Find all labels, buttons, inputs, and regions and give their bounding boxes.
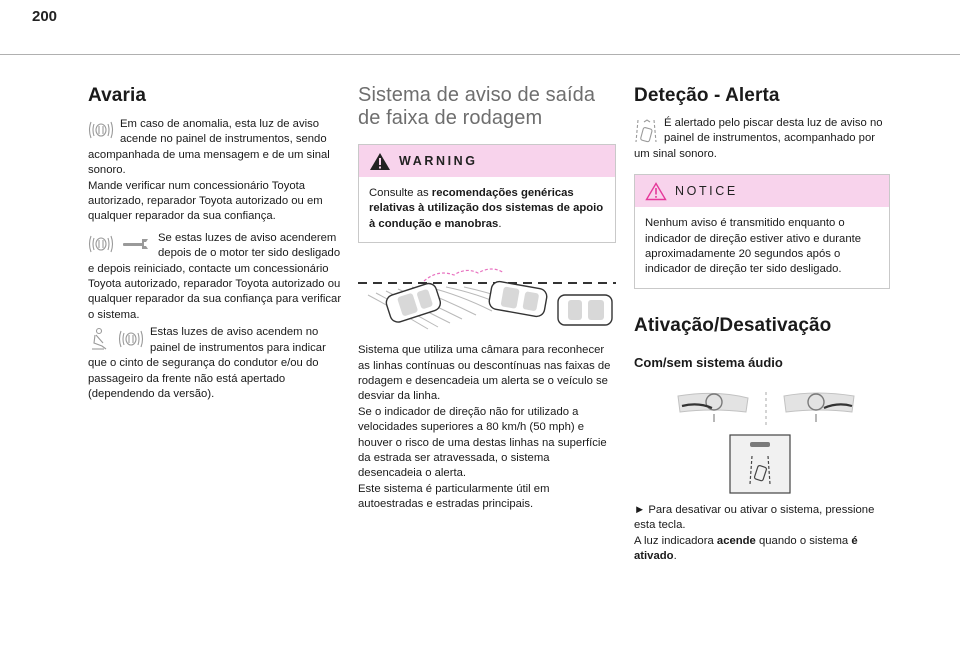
lane-warning-icon-wrap xyxy=(88,119,114,141)
detection-paragraph-1 xyxy=(634,116,890,162)
warning-triangle-icon xyxy=(369,152,391,171)
warning-box-body xyxy=(359,177,615,242)
avaria-paragraph-2: Mande verificar num concessionário Toyota autorizado, reparador Toyota autorizado ou em qualquer reparador da sua confiança. xyxy=(88,179,323,223)
seatbelt-icons-wrap xyxy=(88,327,144,351)
subtitle-audio-system: Com/sem sistema áudio xyxy=(634,354,783,370)
section-title-activation: Ativação/Desativação xyxy=(634,314,832,336)
lane-warning-paragraph-2: Se o indicador de direção não for utilizado a velocidades superiores a 80 km/h (50 mph) e houver o risco de uma destas linhas na superfície da estrada ser atravessada, o sistema desencadeia o alerta. xyxy=(358,405,607,480)
lane-departure-warning-icon xyxy=(88,233,114,255)
avaria-paragraph-4 xyxy=(88,325,343,402)
avaria-text-4: Estas luzes de aviso acendem no painel de instrumentos para indicar que o cinto de segurança do condutor e/ou do passageiro da frente não está apertado (dependendo da versão). xyxy=(88,326,326,400)
warning-box-header xyxy=(359,145,615,177)
notice-box xyxy=(634,174,890,289)
notice-box-header xyxy=(635,175,889,207)
activation-text-post: . xyxy=(673,550,677,563)
avaria-text-1: Em caso de anomalia, esta luz de aviso acende no painel de instrumentos, sendo acompanhada de uma mensagem e de um sinal sonoro. xyxy=(88,118,330,177)
notice-triangle-icon xyxy=(645,182,667,201)
activation-paragraph-2 xyxy=(634,534,890,565)
column-lane-warning xyxy=(358,80,616,513)
warning-text-pre: Consulte as xyxy=(369,187,432,199)
column-avaria xyxy=(88,80,343,402)
activation-text-mid: quando o sistema xyxy=(755,534,852,547)
avaria-text-3: Se estas luzes de aviso acenderem depois de o motor ter sido desligado e depois reiniciado, contacte um concessionário Toyota autorizado, reparador Toyota autorizado ou qualquer reparador da sua confiança para verificar o sistema. xyxy=(88,231,342,321)
warning-label: WARNING xyxy=(399,154,478,168)
lane-warning-paragraph-3: Este sistema é particularmente útil em autoestradas e estradas principais. xyxy=(358,482,550,511)
page-number: 200 xyxy=(32,8,58,25)
warning-box xyxy=(358,144,616,243)
activation-text-bold-1: acende xyxy=(716,534,756,547)
lane-departure-illustration xyxy=(358,265,616,335)
avaria-paragraph-3 xyxy=(88,231,343,323)
lane-alert-car-icon xyxy=(634,118,658,144)
column-detection xyxy=(634,80,890,564)
header-divider xyxy=(0,54,960,55)
activation-text-pre: A luz indicadora xyxy=(634,534,717,547)
wrench-icon xyxy=(120,233,152,255)
avaria-paragraph-1 xyxy=(88,117,343,179)
activation-text-bold-2: é ativado xyxy=(634,534,858,563)
lane-warning-button[interactable] xyxy=(729,434,791,494)
section-title-detection: Deteção - Alerta xyxy=(634,85,780,106)
section-title-lane-warning: Sistema de aviso de saída de faixa de rodagem xyxy=(358,84,596,129)
seatbelt-icon xyxy=(88,327,112,351)
warning-text-post: . xyxy=(498,217,502,230)
lane-departure-warning-icon xyxy=(88,119,114,141)
notice-label: NOTICE xyxy=(675,184,738,199)
section-title-avaria: Avaria xyxy=(88,85,146,106)
detection-text-1: É alertado pelo piscar desta luz de aviso no painel de instrumentos, acompanhado por um sinal sonoro. xyxy=(634,117,883,160)
notice-box-body: Nenhum aviso é transmitido enquanto o indicador de direção estiver ativo e durante aproximadamente 20 segundos após o indicador de direção ter sido desligado. xyxy=(645,217,862,276)
lane-alert-icon-wrap xyxy=(634,118,658,144)
lane-warning-paragraph-1: Sistema que utiliza uma câmara para reconhecer as linhas contínuas ou descontínuas nas faixas de rodagem e desencadeia um alerta se o veículo se desviar da linha. xyxy=(358,344,611,403)
activation-paragraph-1: ► Para desativar ou ativar o sistema, pressione esta tecla. xyxy=(634,503,875,532)
warning-text-bold: recomendações genéricas relativas à utilização dos sistemas de apoio à condução e manobras xyxy=(369,187,604,230)
fault-icons-wrap xyxy=(88,233,152,255)
lane-departure-warning-icon xyxy=(118,328,144,350)
rearview-mirror-illustration xyxy=(676,388,856,428)
